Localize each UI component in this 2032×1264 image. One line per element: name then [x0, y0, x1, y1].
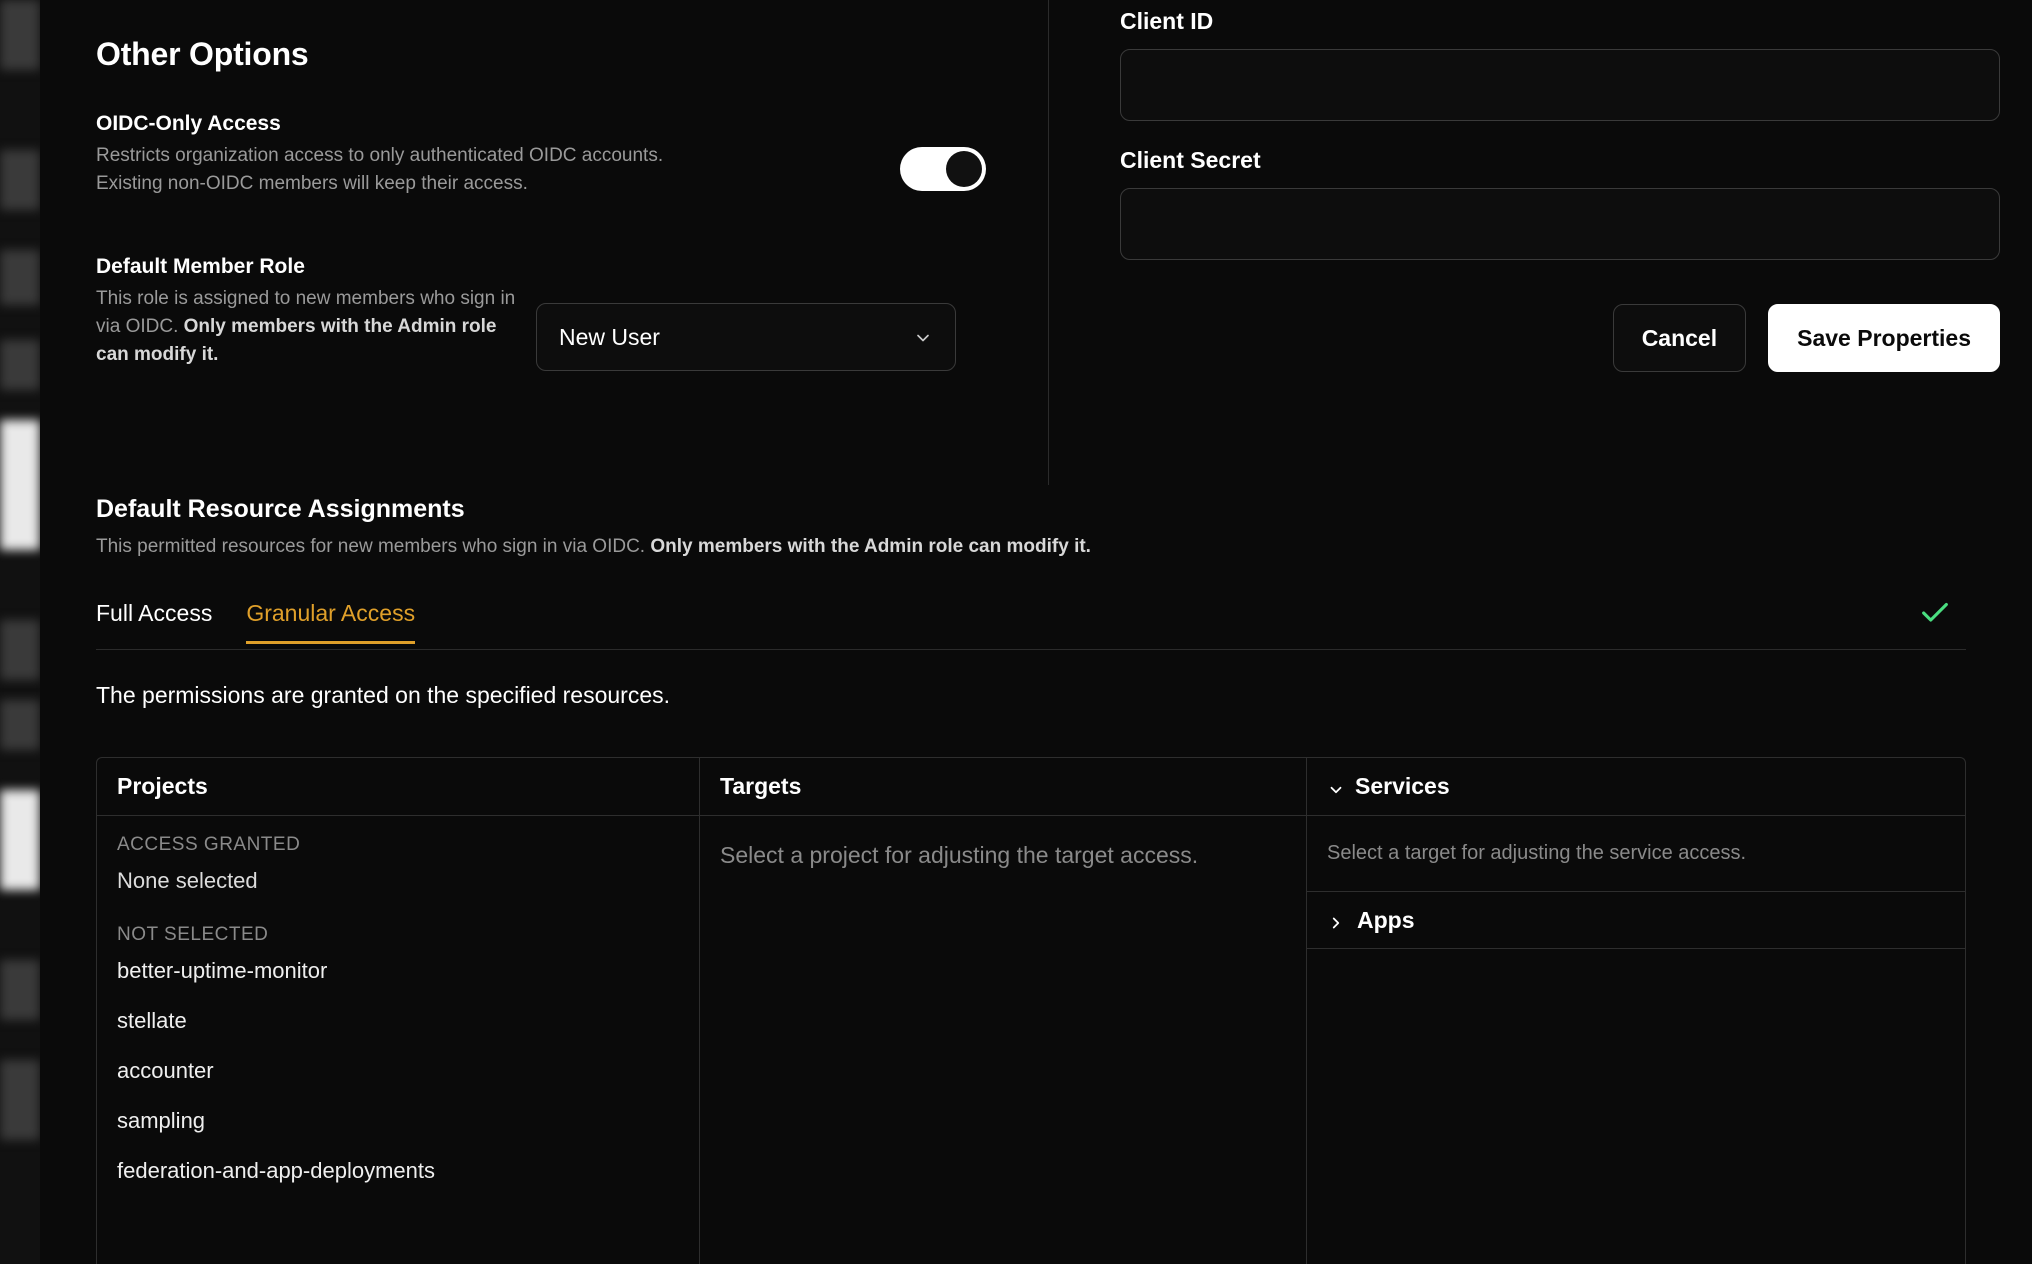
page-title: Other Options	[96, 36, 309, 72]
role-desc-strong: Only members with the Admin role can modify it.	[96, 316, 497, 365]
role-desc-text: This role is assigned to new members who sign in via OIDC.	[96, 288, 516, 337]
targets-panel-header	[700, 758, 1306, 816]
dra-desc-text: This permitted resources for new members who sign in via OIDC.	[96, 536, 651, 557]
chevron-right-icon	[1327, 911, 1345, 929]
other-options-column	[96, 0, 1056, 365]
cancel-button[interactable]: Cancel	[1613, 304, 1746, 372]
list-item[interactable]: sampling	[117, 1108, 206, 1133]
projects-panel-header	[97, 758, 699, 816]
list-item[interactable]: better-uptime-monitor	[117, 958, 328, 983]
default-member-role-select[interactable]	[536, 303, 956, 371]
list-item[interactable]: stellate	[117, 1008, 187, 1033]
oidc-credentials-column	[1120, 0, 2020, 372]
default-resource-assignments-section	[96, 495, 1966, 709]
projects-panel	[97, 758, 700, 1264]
dra-desc-strong: Only members with the Admin role can modify it.	[650, 536, 1091, 557]
access-granted-label: ACCESS GRANTED	[117, 834, 301, 855]
default-member-role-row	[96, 255, 1016, 369]
oidc-desc-line-2: Existing non-OIDC members will keep their access.	[96, 173, 528, 194]
client-secret-input[interactable]	[1120, 188, 2000, 260]
targets-header-label: Targets	[720, 773, 802, 799]
client-id-label: Client ID	[1120, 8, 1214, 34]
services-panel	[1307, 758, 1965, 1264]
tab-full-access[interactable]: Full Access	[96, 600, 213, 626]
check-icon	[1918, 596, 1952, 630]
oidc-only-access-row	[96, 112, 1016, 198]
oidc-only-access-toggle[interactable]	[900, 147, 986, 191]
chevron-down-icon	[1327, 778, 1345, 796]
oidc-only-access-description	[96, 142, 816, 198]
services-group-apps[interactable]	[1307, 891, 1965, 949]
background-window-strip	[0, 0, 40, 1264]
default-member-role-value: New User	[559, 323, 660, 350]
services-panel-header[interactable]	[1307, 758, 1965, 816]
targets-panel	[700, 758, 1307, 1264]
client-id-input[interactable]	[1120, 49, 2000, 121]
services-group-label: Apps	[1357, 906, 1415, 933]
list-item[interactable]: accounter	[117, 1058, 214, 1083]
access-mode-tabs	[96, 600, 1966, 650]
settings-panel	[40, 0, 2032, 1264]
chevron-down-icon	[913, 327, 933, 347]
services-header-label: Services	[1355, 773, 1450, 799]
permissions-note: The permissions are granted on the specified resources.	[96, 682, 671, 708]
targets-placeholder: Select a project for adjusting the target access.	[720, 842, 1199, 868]
resource-panels	[96, 757, 1966, 1264]
not-selected-label: NOT SELECTED	[117, 924, 269, 945]
toggle-knob	[946, 151, 982, 187]
oidc-only-access-label: OIDC-Only Access	[96, 112, 281, 135]
list-item[interactable]: federation-and-app-deployments	[117, 1158, 435, 1183]
projects-panel-body	[97, 816, 699, 1196]
resource-assignments-description	[96, 536, 1966, 558]
services-placeholder: Select a target for adjusting the service access.	[1327, 842, 1747, 864]
oidc-desc-line-1: Restricts organization access to only authenticated OIDC accounts.	[96, 145, 664, 166]
list-item[interactable]: None selected	[117, 868, 258, 893]
projects-header-label: Projects	[117, 773, 208, 799]
tab-granular-access[interactable]: Granular Access	[246, 600, 415, 644]
default-member-role-description	[96, 285, 516, 369]
client-secret-label: Client Secret	[1120, 147, 1261, 173]
default-member-role-label: Default Member Role	[96, 255, 305, 278]
resource-assignments-title: Default Resource Assignments	[96, 495, 465, 523]
save-properties-button[interactable]: Save Properties	[1768, 304, 2000, 372]
column-divider	[1048, 0, 1049, 485]
form-actions	[1120, 304, 2000, 372]
